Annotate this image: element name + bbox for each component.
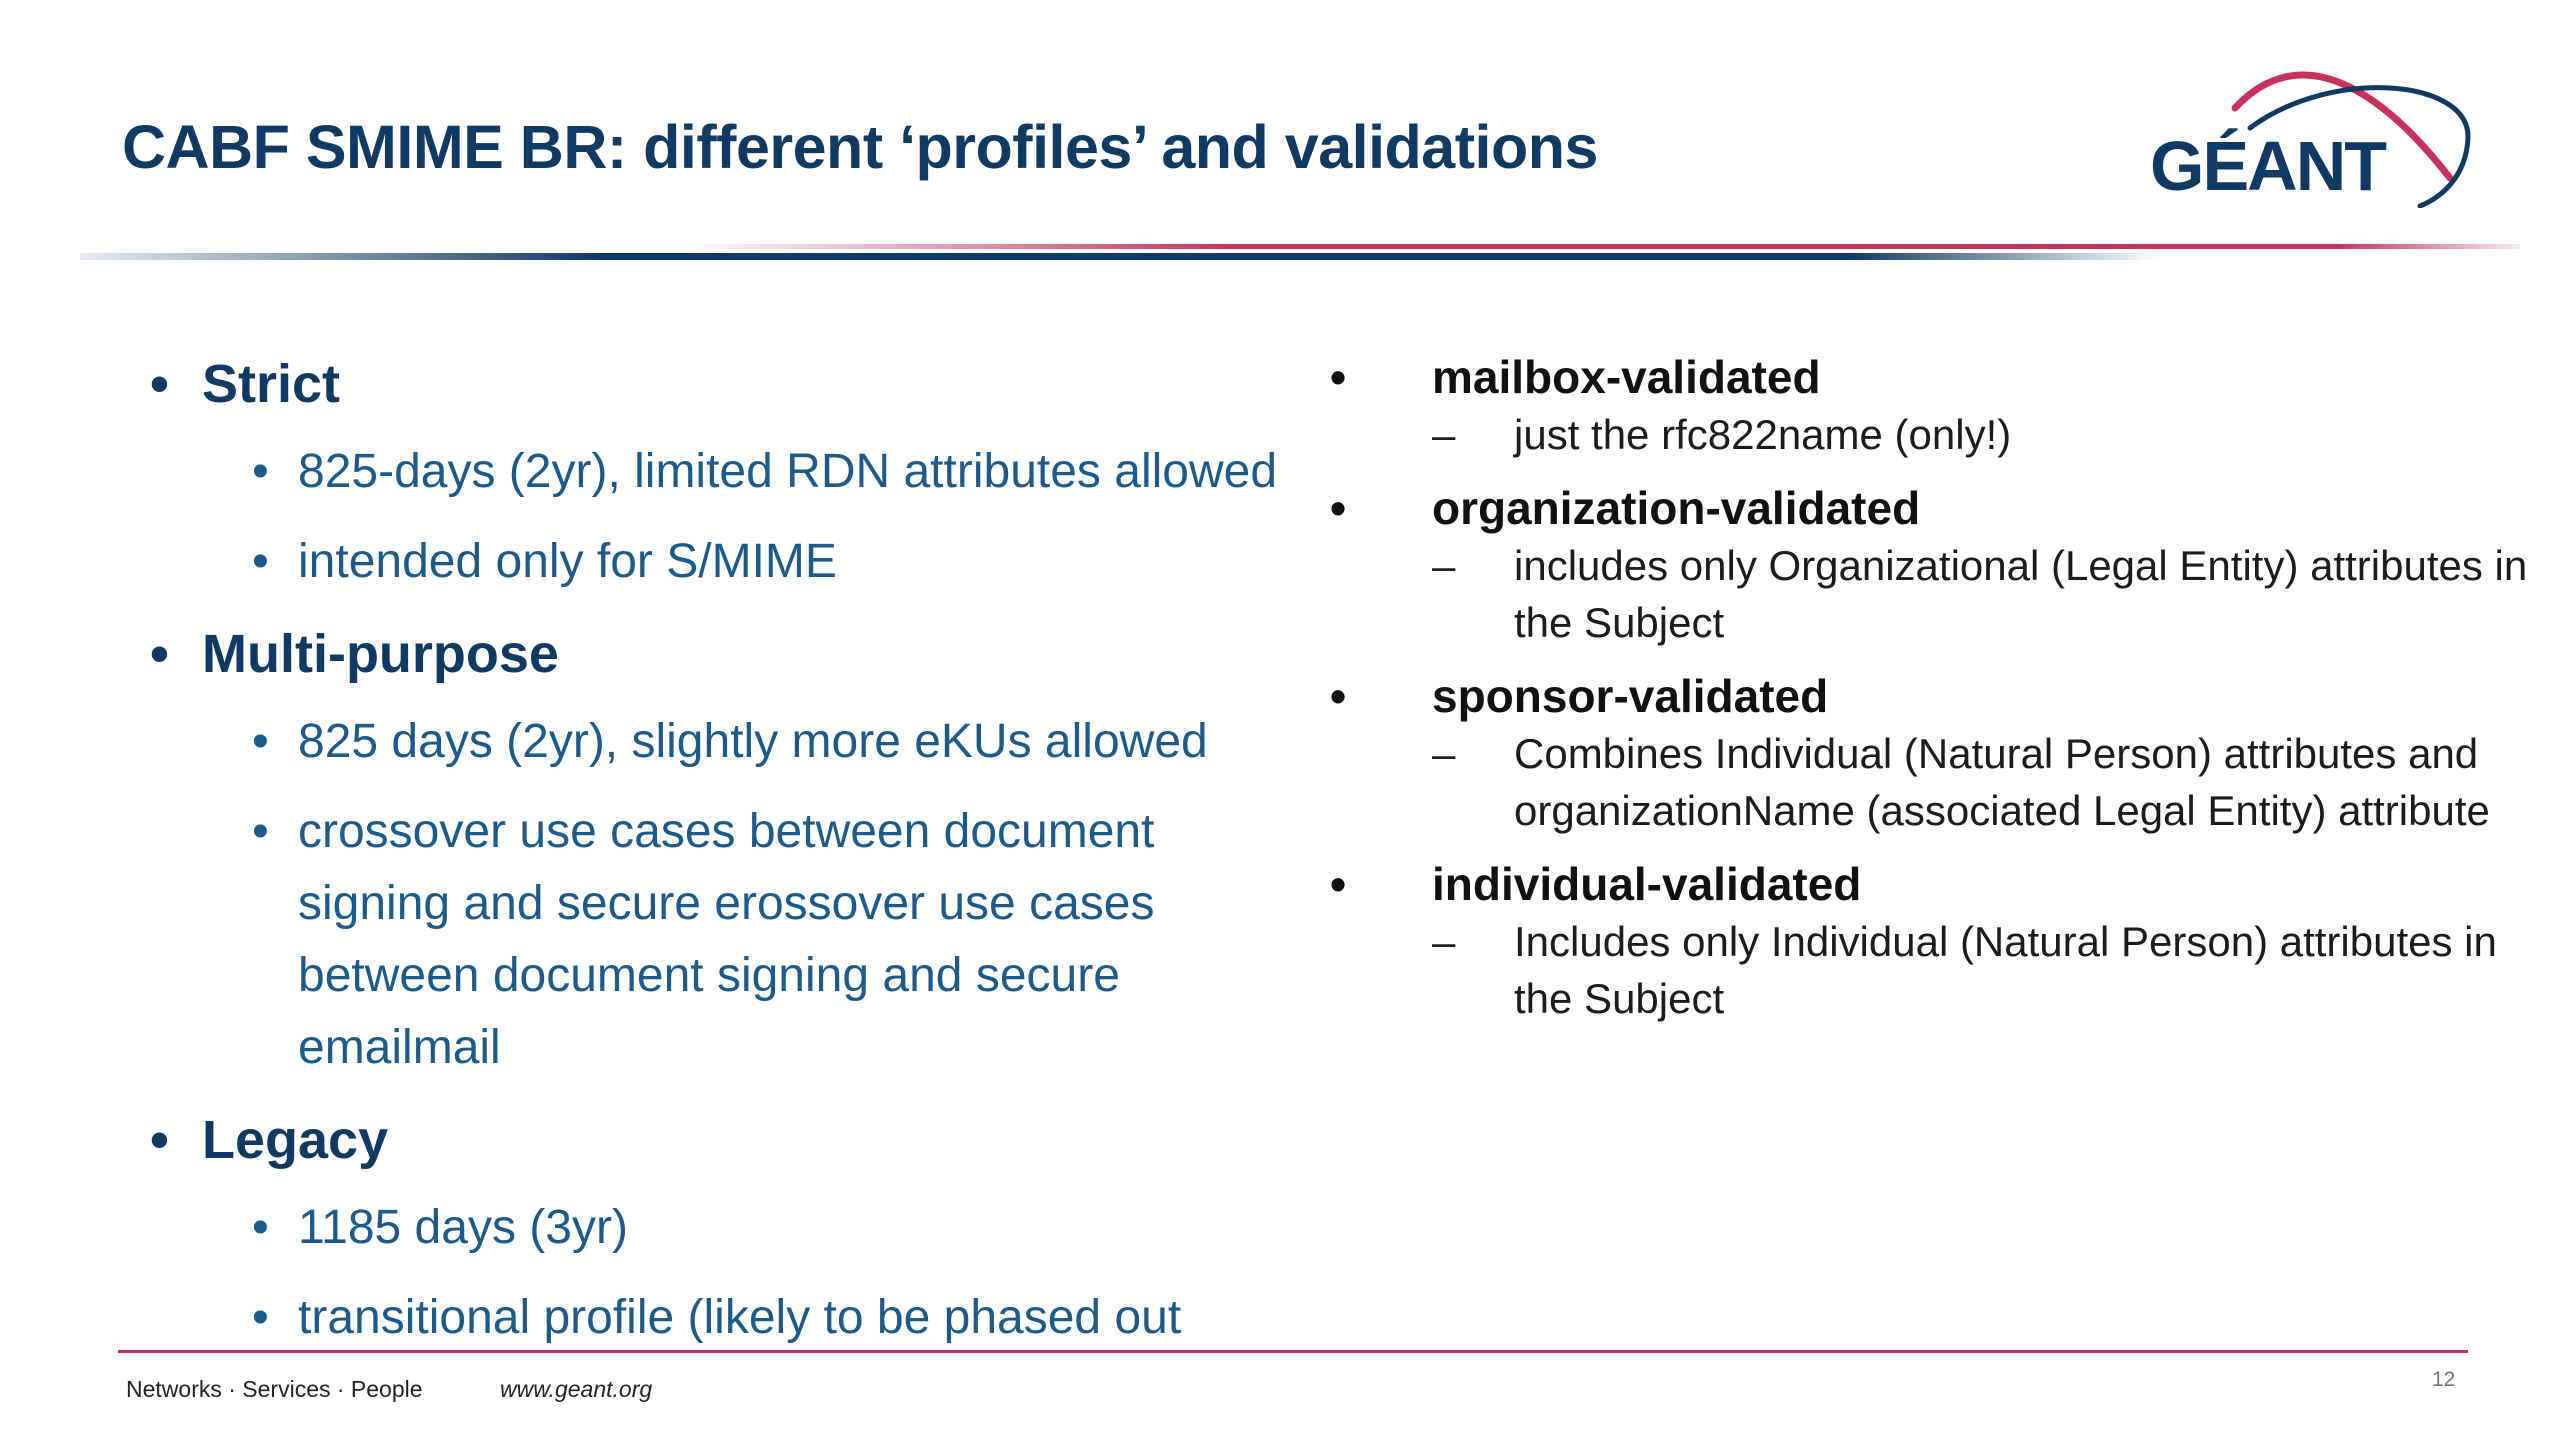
dash: – [1432, 730, 1456, 777]
detail-text: intended only for S/MIME [298, 535, 837, 588]
dash: – [1432, 542, 1456, 589]
bullet: • [252, 445, 269, 498]
title-divider [80, 238, 2520, 268]
validation-heading: individual-validated [1432, 858, 1862, 910]
bullet: • [252, 1201, 269, 1254]
bullet: • [150, 354, 169, 414]
validations-list [1330, 348, 2550, 1027]
profile-strict [150, 350, 1310, 418]
profile-detail [252, 796, 1310, 1084]
geant-logo [2150, 48, 2480, 208]
validation-detail [1432, 406, 2550, 463]
profile-detail [252, 706, 1310, 778]
page-number: 12 [2432, 1368, 2456, 1391]
logo-wordmark: GÉANT [2150, 127, 2385, 205]
profile-detail [252, 526, 1310, 598]
bullet: • [1330, 670, 1347, 722]
profile-legacy [150, 1106, 1310, 1174]
bullet: • [252, 715, 269, 768]
bullet: • [1330, 858, 1347, 910]
profile-multipurpose [150, 620, 1310, 688]
detail-text: includes only Organizational (Legal Entity) attributes in the Subject [1514, 542, 2528, 646]
profile-detail [252, 1282, 1310, 1354]
detail-text: Combines Individual (Natural Person) attributes and organizationName (associated Legal Entity) attribute [1514, 730, 2490, 834]
validation-sponsor [1330, 667, 2550, 725]
detail-text: transitional profile (likely to be phased out [298, 1291, 1182, 1344]
bullet: • [150, 624, 169, 684]
validation-heading: mailbox-validated [1432, 351, 1821, 403]
validation-mailbox [1330, 348, 2550, 406]
validation-heading: sponsor-validated [1432, 670, 1829, 722]
profile-detail [252, 436, 1310, 508]
profile-detail [252, 1192, 1310, 1264]
validation-heading: organization-validated [1432, 482, 1921, 534]
slide-title: CABF SMIME BR: different ‘profiles’ and validations [122, 113, 1598, 181]
validation-detail [1432, 537, 2550, 651]
validation-individual [1330, 855, 2550, 913]
bullet: • [252, 535, 269, 588]
bullet: • [150, 1110, 169, 1170]
detail-text: 825-days (2yr), limited RDN attributes allowed [298, 445, 1278, 498]
bullet: • [1330, 351, 1347, 403]
footer-url[interactable]: www.geant.org [500, 1376, 653, 1402]
footer-tagline: Networks · Services · People [126, 1376, 423, 1402]
dash: – [1432, 411, 1456, 458]
footer-divider [118, 1350, 2468, 1353]
bullet: • [252, 1291, 269, 1344]
detail-text: crossover use cases between document signing and secure erossover use cases between document signing and secure emailmail [298, 805, 1155, 1074]
profile-heading: Multi-purpose [202, 624, 559, 684]
detail-text: just the rfc822name (only!) [1514, 411, 2012, 458]
validation-detail [1432, 913, 2550, 1027]
validation-detail [1432, 725, 2550, 839]
bullet: • [252, 805, 269, 858]
detail-text: Includes only Individual (Natural Person) attributes in the Subject [1514, 918, 2497, 1022]
dash: – [1432, 918, 1456, 965]
bullet: • [1330, 482, 1347, 534]
profile-heading: Legacy [202, 1110, 389, 1170]
validation-organization [1330, 479, 2550, 537]
detail-text: 825 days (2yr), slightly more eKUs allowed [298, 715, 1208, 768]
profile-heading: Strict [202, 354, 341, 414]
detail-text: 1185 days (3yr) [298, 1201, 628, 1254]
profiles-list [150, 350, 1310, 1354]
